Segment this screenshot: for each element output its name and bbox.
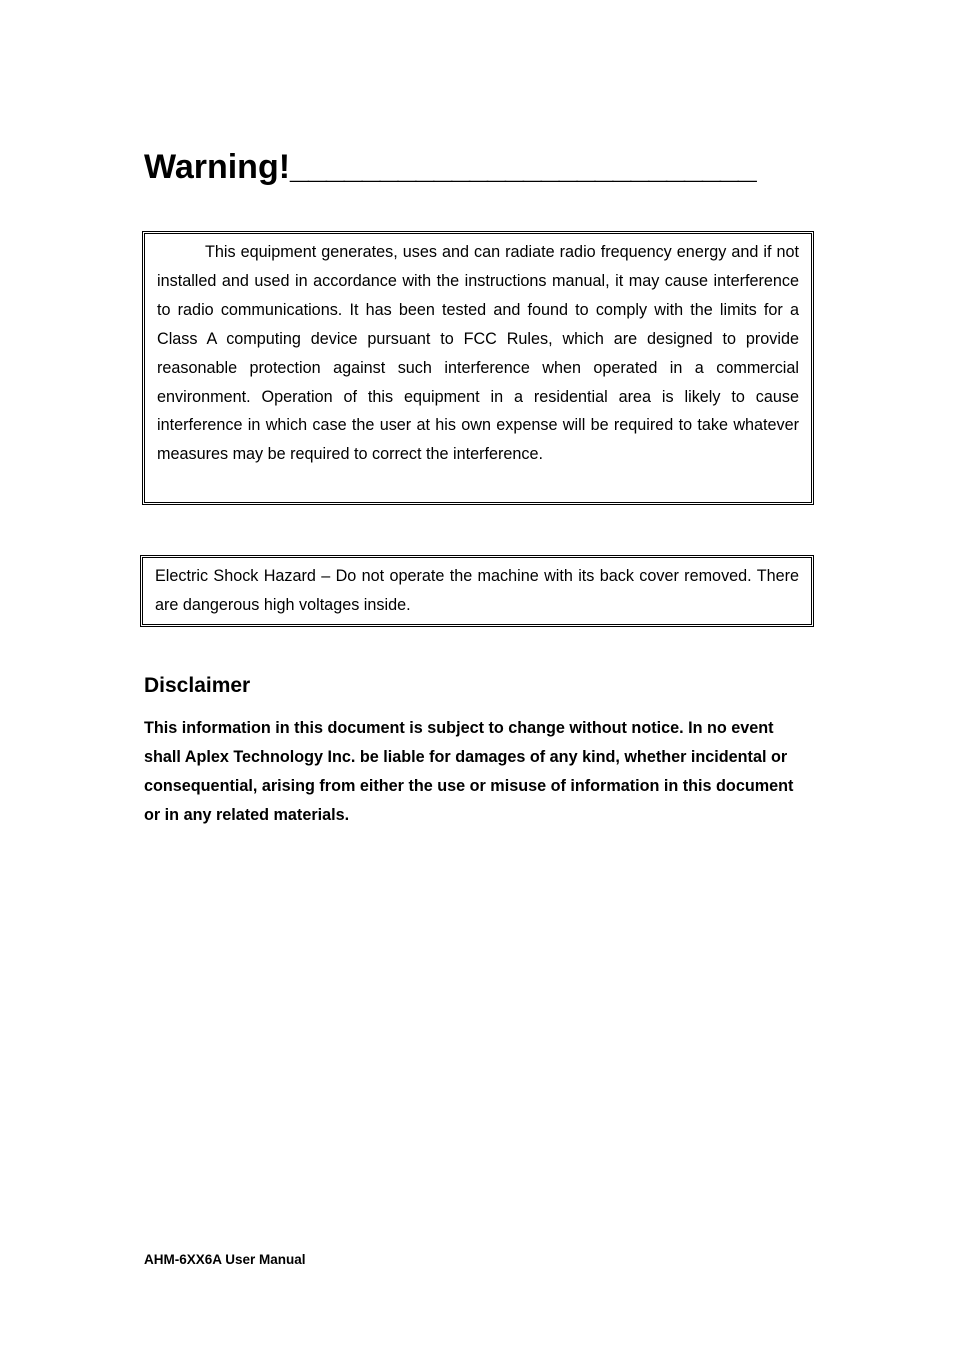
warning-underline: __________________________ xyxy=(290,147,756,186)
disclaimer-heading: Disclaimer xyxy=(144,674,251,697)
fcc-notice-text: This equipment generates, uses and can radiate radio frequency energy and if not installed and used in accordance with the instructions manual, it may cause interference to radio communications. It has been tested and found to comply with the limits for a Class A computing device pursuant to FCC Rules, which are designed to provide reasonable protection against such interference when operated in a commercial environment. Operation of this equipment in a residential area is likely to cause interference in which case the user at his own expense will be required to take whatever measures may be required to correct the interference. xyxy=(157,243,799,464)
shock-hazard-text: Electric Shock Hazard – Do not operate the machine with its back cover removed. There are dangerous high voltages inside. xyxy=(155,567,799,614)
shock-hazard-box xyxy=(140,555,814,627)
footer-manual-title: AHM-6XX6A User Manual xyxy=(144,1252,306,1267)
warning-heading xyxy=(144,145,824,189)
warning-title: Warning! xyxy=(144,147,291,186)
fcc-notice-box xyxy=(142,231,814,505)
disclaimer-text: This information in this document is subject to change without notice. In no event shall Aplex Technology Inc. be liable for damages of any kind, whether incidental or consequential, arising from either the use or misuse of information in this document or in any related materials. xyxy=(144,719,794,824)
